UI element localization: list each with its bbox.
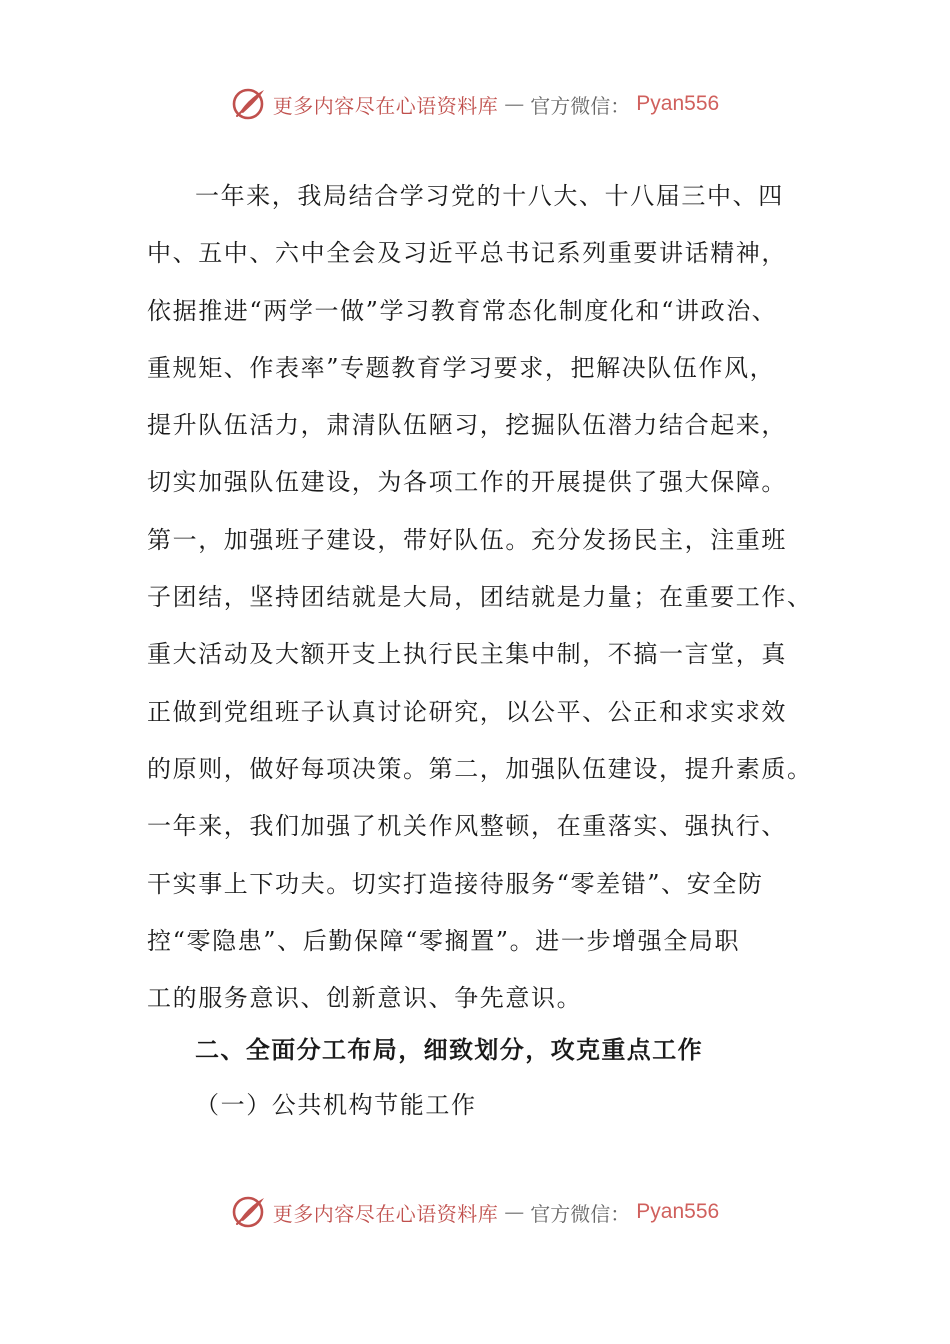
body-line: 工的服务意识、创新意识、争先意识。 bbox=[147, 984, 583, 1013]
banner-wechat-id: Pyan556 bbox=[636, 92, 720, 115]
banner-wechat-id: Pyan556 bbox=[636, 1200, 720, 1223]
body-line: 控“零隐患”、后勤保障“零搁置”。进一步增强全局职 bbox=[147, 926, 741, 955]
body-line: 第一，加强班子建设，带好队伍。充分发扬民主，注重班 bbox=[147, 525, 787, 554]
banner-title: 更多内容尽在心语资料库 bbox=[272, 93, 499, 118]
body-line: 一年来，我们加强了机关作风整顿，在重落实、强执行、 bbox=[147, 812, 787, 841]
body-line: 切实加强队伍建设，为各项工作的开展提供了强大保障。 bbox=[147, 468, 787, 497]
section-subheading: （一）公共机构节能工作 bbox=[195, 1091, 477, 1119]
banner-wechat-label: 官方微信： bbox=[530, 1201, 631, 1226]
body-line: 提升队伍活力，肃清队伍陋习，挖掘队伍潜力结合起来， bbox=[147, 411, 787, 440]
banner-wechat-label: 官方微信： bbox=[530, 93, 631, 118]
quill-pen-logo-icon bbox=[231, 1194, 267, 1230]
body-line: 一年来，我局结合学习党的十八大、十八届三中、四 bbox=[195, 182, 784, 210]
body-line: 重大活动及大额开支上执行民主集中制，不搞一言堂，真 bbox=[147, 640, 787, 669]
banner-title: 更多内容尽在心语资料库 bbox=[272, 1201, 499, 1226]
body-text bbox=[147, 174, 813, 1033]
body-line: 中、五中、六中全会及习近平总书记系列重要讲话精神， bbox=[147, 239, 787, 268]
section-heading: 二、全面分工布局，细致划分，攻克重点工作 bbox=[195, 1036, 703, 1064]
header-banner bbox=[0, 82, 950, 126]
body-line: 正做到党组班子认真讨论研究，以公平、公正和求实求效 bbox=[147, 697, 787, 726]
body-line: 干实事上下功夫。切实打造接待服务“零差错”、安全防 bbox=[147, 869, 764, 898]
footer-banner bbox=[0, 1190, 950, 1234]
body-line: 依据推进“两学一做”学习教育常态化制度化和“讲政治、 bbox=[147, 296, 778, 325]
banner-separator: — bbox=[504, 92, 525, 116]
body-line: 子团结，坚持团结就是大局，团结就是力量；在重要工作、 bbox=[147, 583, 813, 612]
body-line: 重规矩、作表率”专题教育学习要求，把解决队伍作风， bbox=[147, 353, 776, 382]
banner-separator: — bbox=[504, 1200, 525, 1224]
body-line: 的原则，做好每项决策。第二，加强队伍建设，提升素质。 bbox=[147, 754, 813, 783]
quill-pen-logo-icon bbox=[231, 86, 267, 122]
